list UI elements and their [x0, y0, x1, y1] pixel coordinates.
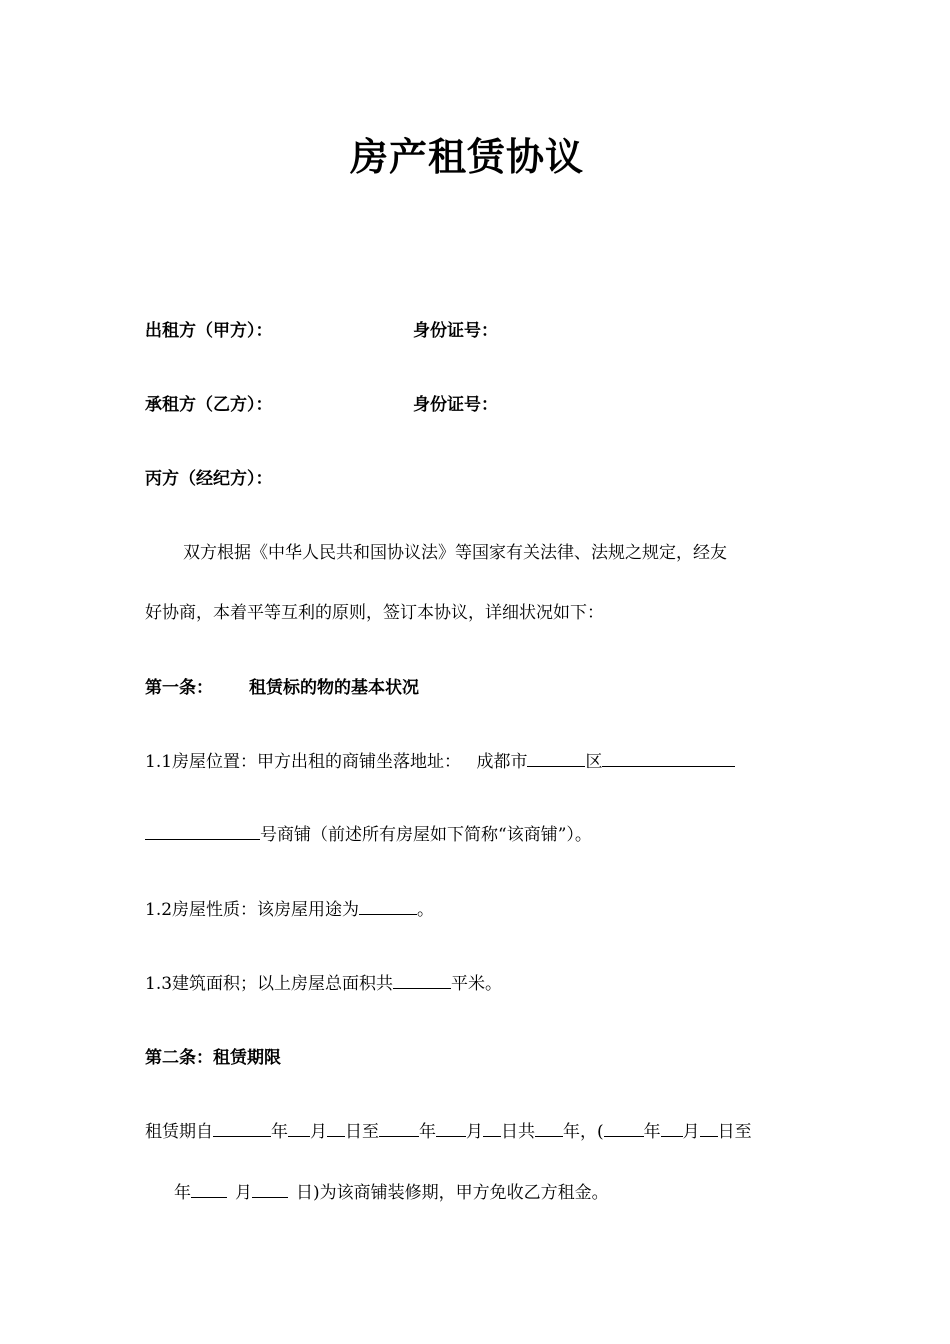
clause-1-1-district: 区	[585, 752, 603, 772]
document-title: 房产租赁协议	[350, 134, 585, 179]
clause-1-3-text: 1.3建筑面积；以上房屋总面积共	[145, 974, 394, 994]
clause-1-3-unit: 平米。	[451, 974, 503, 994]
shop-number-blank	[145, 823, 260, 840]
start-day-blank	[327, 1120, 345, 1137]
intro-line-1: 双方根据《中华人民共和国协议法》等国家有关法律、法规之规定，经友	[183, 543, 727, 563]
month-label-2: 月	[466, 1122, 483, 1142]
start-year-blank	[213, 1120, 271, 1137]
clause-1-2-text: 1.2房屋性质：该房屋用途为	[145, 900, 360, 920]
end-day-blank	[483, 1120, 501, 1137]
clause-1-1-line-2	[145, 820, 592, 845]
clause-1-1-shop: 号商铺（前述所有房屋如下简称“该商铺”）。	[260, 825, 592, 845]
fitout-text: 日)为该商铺装修期，甲方免收乙方租金。	[296, 1183, 609, 1203]
article-1-heading: 第一条：	[145, 678, 213, 698]
usage-blank	[359, 898, 417, 915]
year-label-3: 年	[643, 1122, 661, 1142]
fitout-end-year-blank	[191, 1181, 227, 1198]
lease-period-line-1	[145, 1117, 752, 1142]
end-year-blank	[379, 1120, 419, 1137]
clause-1-2	[145, 895, 434, 920]
lessor-label: 出租方（甲方）：	[145, 321, 273, 341]
lessee-label: 承租方（乙方）：	[145, 395, 273, 415]
fitout-end-month-blank	[252, 1181, 288, 1198]
district-blank	[527, 750, 585, 767]
fitout-day-blank	[700, 1120, 718, 1137]
day-to-label-2: 日至	[717, 1122, 752, 1142]
article-2-heading: 第二条：租赁期限	[145, 1048, 281, 1068]
day-to-label: 日至	[345, 1122, 379, 1142]
fitout-year-blank	[604, 1120, 644, 1137]
clause-1-2-end: 。	[417, 900, 435, 920]
lessor-id-label: 身份证号：	[413, 321, 498, 341]
start-month-blank	[288, 1120, 310, 1137]
article-1-title: 租赁标的物的基本状况	[249, 678, 419, 698]
clause-1-1-city: 成都市	[476, 752, 528, 772]
year-label-2: 年	[419, 1122, 436, 1142]
lease-start-text: 租赁期自	[145, 1122, 213, 1142]
clause-1-1-line-1	[145, 747, 735, 772]
month-label-3: 月	[682, 1122, 700, 1142]
fitout-month-blank	[661, 1120, 683, 1137]
clause-1-3	[145, 969, 502, 994]
month-label: 月	[310, 1122, 327, 1142]
year-label-4: 年	[174, 1183, 191, 1203]
lessee-id-label: 身份证号：	[413, 395, 498, 415]
month-label-4: 月	[235, 1183, 252, 1203]
year-label: 年	[271, 1122, 288, 1142]
clause-1-1-text: 1.1房屋位置：甲方出租的商铺坐落地址：	[145, 752, 462, 772]
total-years-blank	[535, 1120, 563, 1137]
area-blank	[393, 972, 451, 989]
agent-label: 丙方（经纪方）：	[145, 469, 273, 489]
years-open-label: 年，(	[563, 1122, 604, 1142]
address-blank	[602, 750, 735, 767]
intro-line-2: 好协商，本着平等互利的原则，签订本协议，详细状况如下：	[145, 603, 604, 623]
total-label: 日共	[501, 1122, 535, 1142]
lease-period-line-2	[174, 1178, 609, 1203]
end-month-blank	[436, 1120, 466, 1137]
